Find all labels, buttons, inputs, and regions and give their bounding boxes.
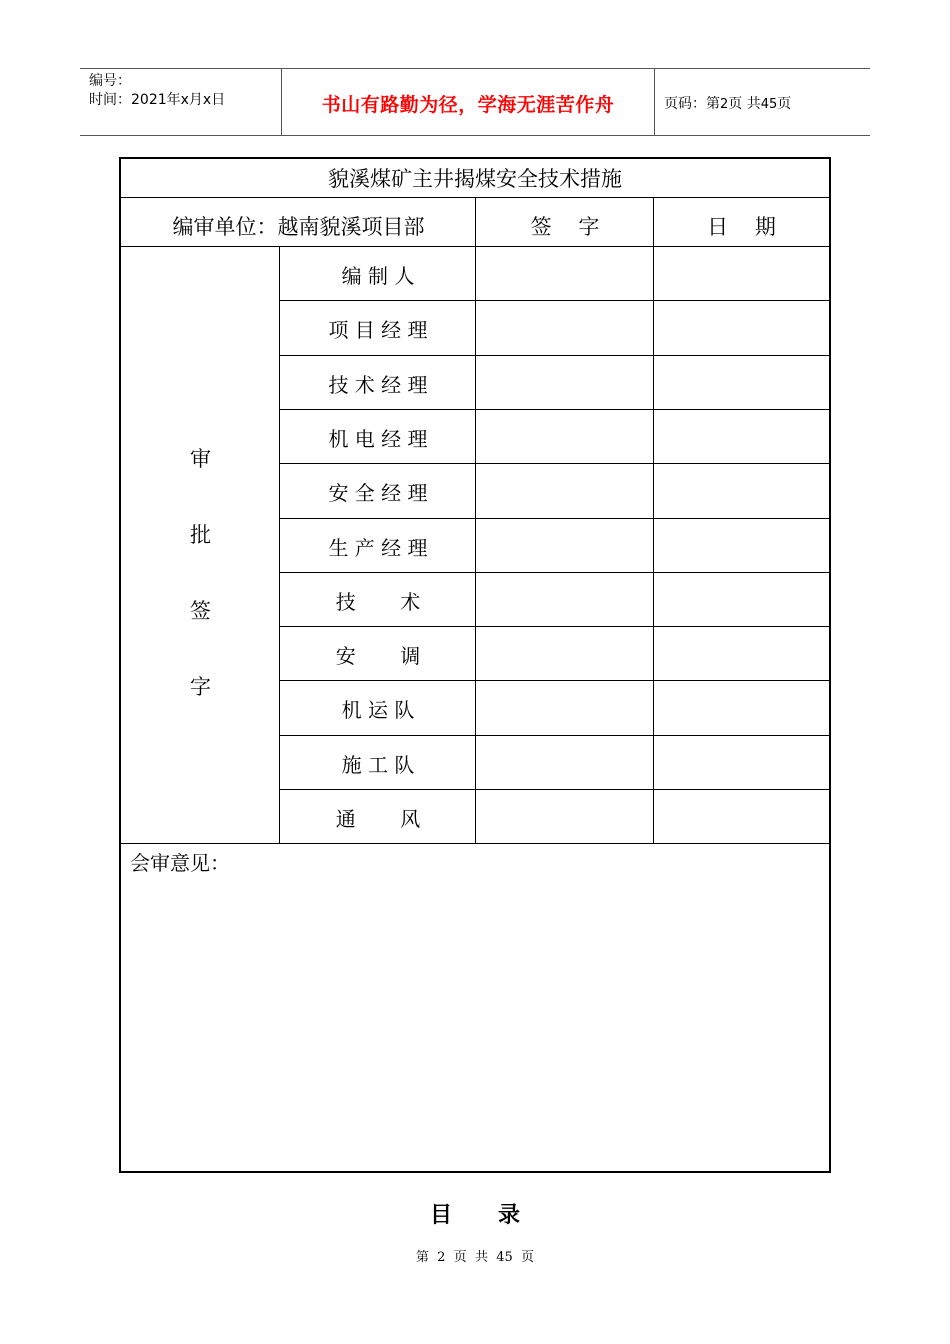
role-label: 安 全 经 理 <box>328 481 428 506</box>
page-total: 45 <box>760 97 778 112</box>
approval-signature-label <box>121 421 280 725</box>
role-label: 生 产 经 理 <box>328 535 428 560</box>
role-label: 机 运 队 <box>341 698 415 723</box>
column-divider <box>475 197 476 246</box>
approval-char: 字 <box>190 675 211 699</box>
header-divider-right <box>654 68 655 136</box>
toc-title: 目 录 <box>430 1203 520 1228</box>
table-title: 貌溪煤矿主井揭煤安全技术措施 <box>328 167 622 191</box>
role-row-divider <box>279 572 829 573</box>
role-label: 机 电 经 理 <box>328 426 428 451</box>
page-current: 2 <box>720 97 729 112</box>
column-divider <box>653 197 654 246</box>
role-row-divider <box>279 518 829 519</box>
role-label: 项 目 经 理 <box>328 318 428 343</box>
role-label: 技 术 经 理 <box>328 372 428 397</box>
role-row-divider <box>279 355 829 356</box>
role-label: 施 工 队 <box>341 752 415 777</box>
role-label: 编 制 人 <box>341 264 415 288</box>
approval-char: 批 <box>190 523 211 547</box>
role-label: 安 调 <box>335 644 421 669</box>
document-number-label: 编号： <box>89 73 131 89</box>
approval-char: 签 <box>190 599 211 623</box>
review-opinion-label: 会审意见： <box>130 851 230 875</box>
header-meta <box>89 72 225 110</box>
column-divider <box>653 246 654 843</box>
role-row-divider <box>279 735 829 736</box>
date-column-header: 日 期 <box>707 215 776 239</box>
role-row-divider <box>279 789 829 790</box>
header-motto: 书山有路勤为径，学海无涯苦作舟 <box>321 94 615 116</box>
approval-table <box>119 157 831 1173</box>
approval-char: 审 <box>190 447 211 471</box>
role-row-divider <box>279 300 829 301</box>
document-time-label: 时间：2021年x月x日 <box>89 92 226 108</box>
page-label-mid: 页 共 <box>728 96 761 112</box>
role-row-divider <box>279 626 829 627</box>
role-row-divider <box>279 463 829 464</box>
role-label: 技 术 <box>335 589 421 614</box>
header-bottom-rule <box>80 135 870 136</box>
header-page-info <box>664 93 791 113</box>
role-label: 通 风 <box>335 807 421 831</box>
page-label-prefix: 页码：第 <box>664 96 720 112</box>
header-top-rule <box>80 68 870 69</box>
row-divider <box>121 843 829 844</box>
role-row-divider <box>279 680 829 681</box>
page-footer: 第 2 页 共 45 页 <box>415 1250 535 1265</box>
signature-column-header: 签 字 <box>530 215 600 239</box>
page-label-end: 页 <box>777 96 792 112</box>
role-row-divider <box>279 409 829 410</box>
compiling-unit: 编审单位：越南貌溪项目部 <box>172 215 425 239</box>
